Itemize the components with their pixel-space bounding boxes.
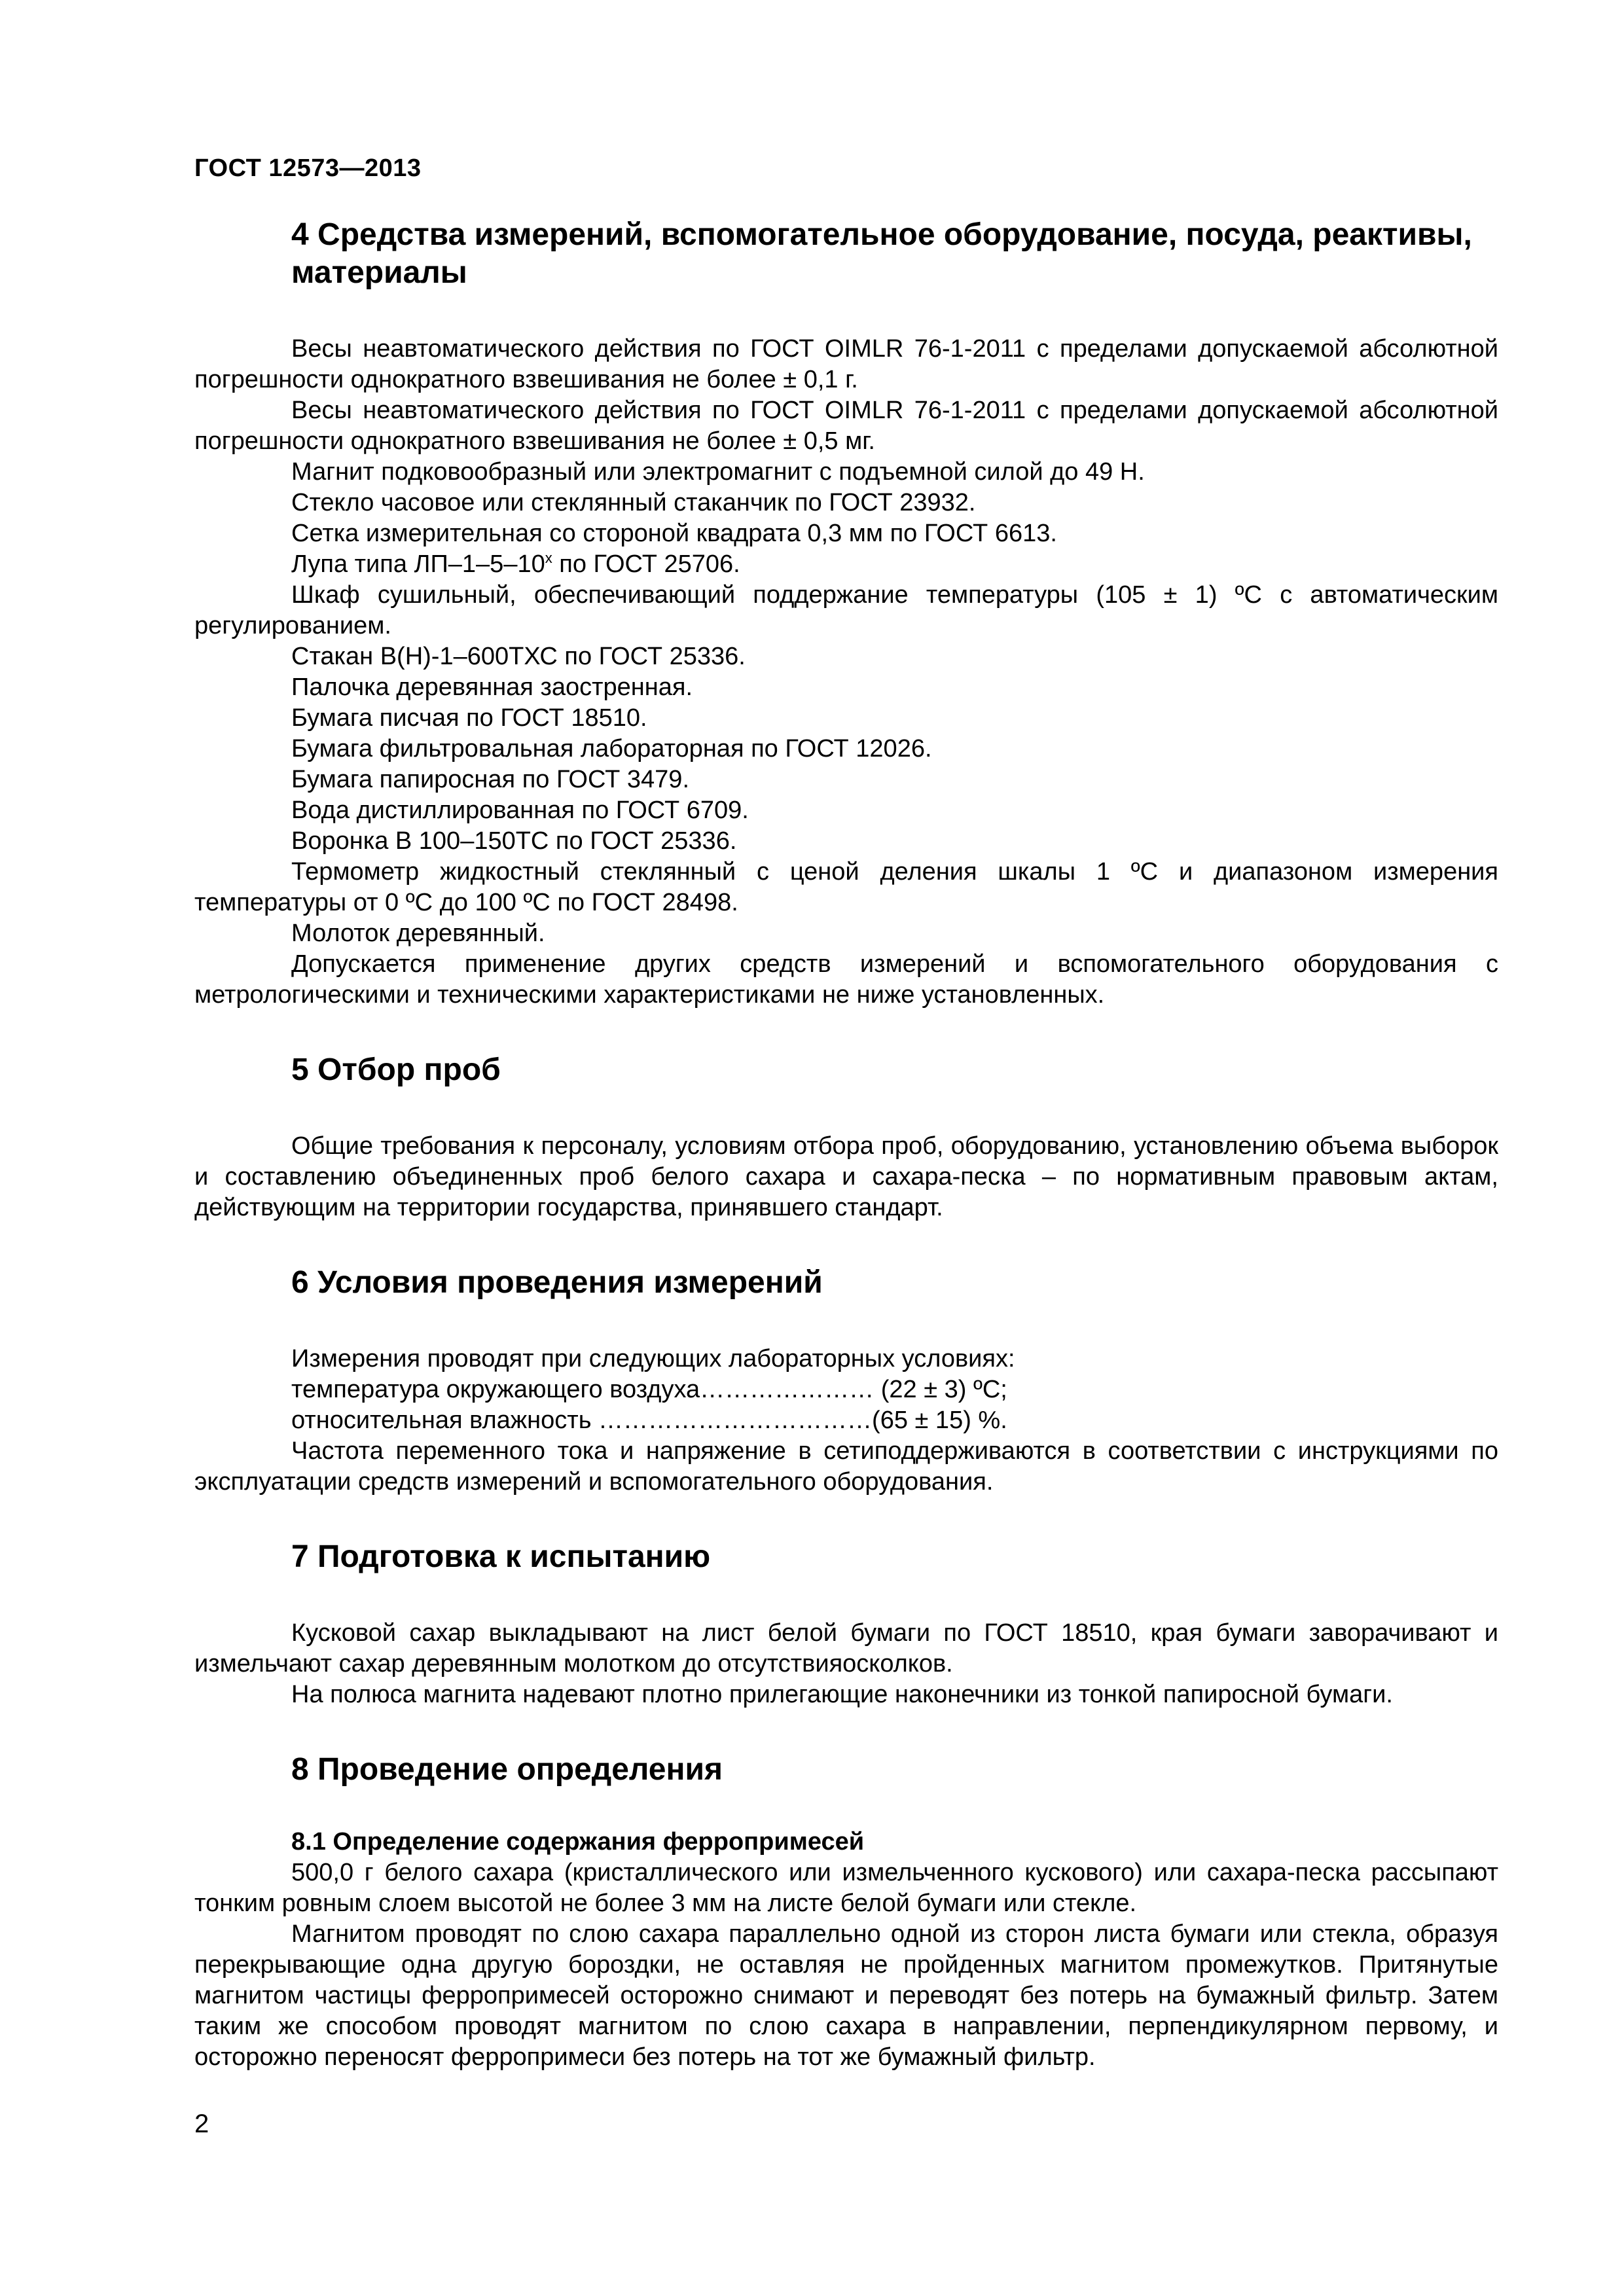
- s4-item-17: Допускается применение других средств измерений и вспомогательного оборудования с метрологическими и техническими характеристиками не ниже установленных.: [194, 950, 1498, 1009]
- s4-item-4: Стекло часовое или стеклянный стаканчик по ГОСТ 23932.: [291, 489, 976, 516]
- section-5-title: 5 Отбор проб: [291, 1052, 501, 1087]
- s4-item-7: Шкаф сушильный, обеспечивающий поддержание температуры (105 ± 1) ºС с автоматическим регулированием.: [194, 581, 1498, 639]
- s7-paragraph-1: Кусковой сахар выкладывают на лист белой бумаги по ГОСТ 18510, края бумаги заворачивают и измельчают сахар деревянным молотком до отсутствияосколков.: [194, 1619, 1498, 1677]
- s8-paragraph-2: Магнитом проводят по слою сахара параллельно одной из сторон листа бумаги или стекла, образуя перекрывающие одна другую бороздки, не оставляя не пройденных магнитом промежутков. Притянутые магнитом частицы ферропримесей осторожно снимают и переводят без потерь на бумажный фильтр. Затем таким же способом проводят магнитом по слою сахара в направлении, перпендикулярном первому, и осторожно переносят ферропримеси без потерь на тот же бумажный фильтр.: [194, 1920, 1498, 2071]
- loupe-tail: по ГОСТ 25706.: [552, 550, 740, 578]
- s4-item-11: Бумага фильтровальная лабораторная по ГОСТ 12026.: [291, 735, 932, 762]
- document-code-header: ГОСТ 12573—2013: [194, 154, 422, 182]
- s4-item-15: Термометр жидкостный стеклянный с ценой деления шкалы 1 ºС и диапазоном измерения температуры от 0 ºС до 100 ºС по ГОСТ 28498.: [194, 858, 1498, 916]
- s4-item-loupe: [194, 549, 1498, 580]
- s4-item-14: Воронка В 100–150ТС по ГОСТ 25336.: [291, 827, 737, 855]
- subsection-8-1-title: 8.1 Определение содержания ферропримесей: [291, 1828, 865, 1856]
- s8-paragraph-1: 500,0 г белого сахара (кристаллического или измельченного кускового) или сахара-песка рассыпают тонким ровным слоем высотой не более 3 мм на листе белой бумаги или стекле.: [194, 1859, 1498, 1917]
- section-7-title: 7 Подготовка к испытанию: [291, 1539, 711, 1574]
- s4-item-16: Молоток деревянный.: [291, 920, 545, 947]
- s4-item-2: Весы неавтоматического действия по ГОСТ OIMLR 76-1-2011 с пределами допускаемой абсолютной погрешности однократного взвешивания не более ± 0,5 мг.: [194, 397, 1498, 455]
- s4-item-1: Весы неавтоматического действия по ГОСТ OIMLR 76-1-2011 с пределами допускаемой абсолютной погрешности однократного взвешивания не более ± 0,1 г.: [194, 335, 1498, 393]
- s6-paragraph: Частота переменного тока и напряжение в сетиподдерживаются в соответствии с инструкциями по эксплуатации средств измерений и вспомогательного оборудования.: [194, 1437, 1498, 1496]
- s4-item-13: Вода дистиллированная по ГОСТ 6709.: [291, 797, 749, 824]
- s4-item-12: Бумага папиросная по ГОСТ 3479.: [291, 766, 689, 793]
- s4-item-3: Магнит подковообразный или электромагнит с подъемной силой до 49 Н.: [291, 458, 1145, 486]
- loupe-text: Лупа типа ЛП–1–5–10: [291, 550, 545, 578]
- s4-item-9: Палочка деревянная заостренная.: [291, 673, 693, 701]
- s6-intro: Измерения проводят при следующих лабораторных условиях:: [291, 1345, 1015, 1372]
- s7-paragraph-2: На полюса магнита надевают плотно прилегающие наконечники из тонкой папиросной бумаги.: [291, 1681, 1393, 1708]
- s5-paragraph: Общие требования к персоналу, условиям отбора проб, оборудованию, установлению объема выборок и составлению объединенных проб белого сахара и сахара-песка – по нормативным правовым актам, действующим на территории государства, принявшего стандарт.: [194, 1132, 1498, 1221]
- section-8-title: 8 Проведение определения: [291, 1752, 723, 1787]
- document-body: [194, 216, 1498, 2073]
- s6-condition-humidity: относительная влажность ……………………………(65 ± 15) %.: [291, 1407, 1007, 1434]
- s4-item-8: Стакан В(Н)-1–600ТХС по ГОСТ 25336.: [291, 643, 746, 670]
- section-6-title: 6 Условия проведения измерений: [291, 1265, 823, 1300]
- page-number: 2: [194, 2109, 209, 2138]
- s4-item-10: Бумага писчая по ГОСТ 18510.: [291, 704, 647, 732]
- loupe-superscript: х: [545, 550, 552, 566]
- section-4-title: 4 Средства измерений, вспомогательное оборудование, посуда, реактивы, материалы: [291, 217, 1472, 290]
- s4-item-5: Сетка измерительная со стороной квадрата 0,3 мм по ГОСТ 6613.: [291, 520, 1057, 547]
- s6-condition-temperature: температура окружающего воздуха………………… (22 ± 3) ºС;: [291, 1376, 1007, 1403]
